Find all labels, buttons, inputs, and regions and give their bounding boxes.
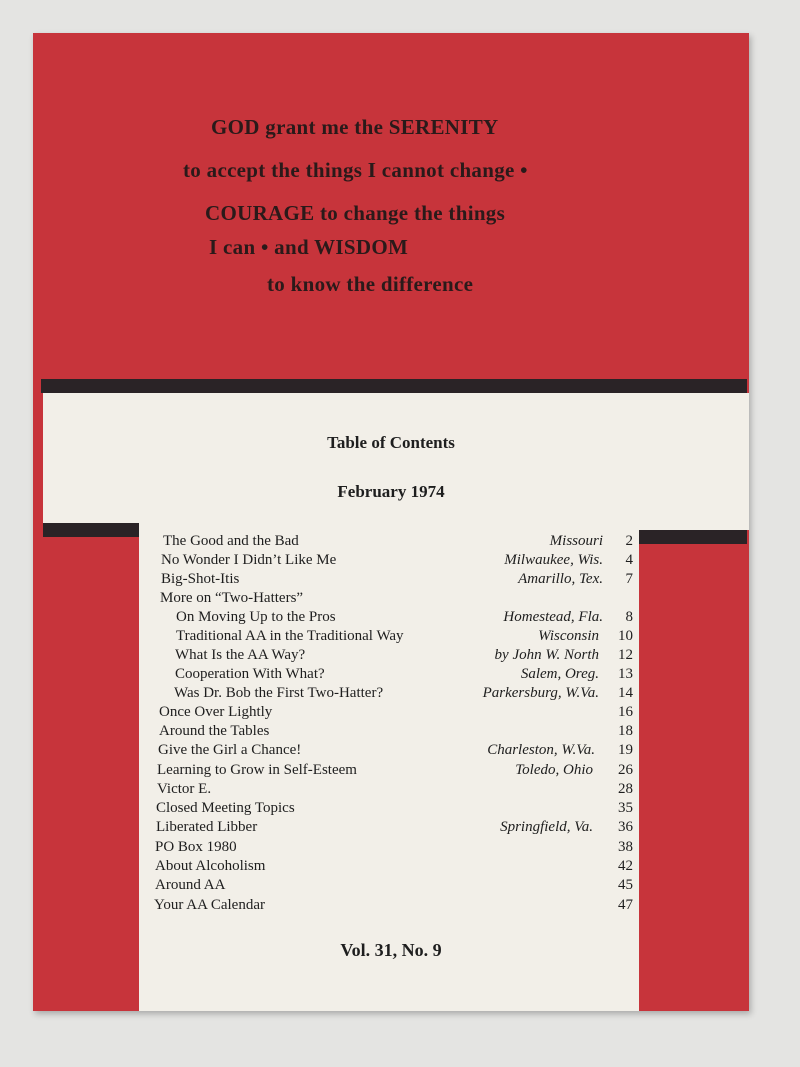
toc-entry [155, 877, 633, 897]
toc-entry-title: Learning to Grow in Self-Esteem [157, 762, 357, 778]
toc-entry-location: Wisconsin [538, 628, 599, 644]
toc-entry-page: 28 [618, 781, 633, 797]
prayer-line: to accept the things I cannot change • [183, 158, 528, 182]
toc-entry-page: 45 [618, 877, 633, 893]
issue-date: February 1974 [337, 482, 445, 501]
toc-entry-location: Salem, Oreg. [520, 666, 599, 682]
toc-entry-location: Parkersburg, W.Va. [482, 685, 599, 701]
toc-entry-title: Around AA [155, 877, 226, 893]
toc-entry-title: Around the Tables [159, 723, 270, 739]
right-red-block [639, 530, 749, 1011]
divider-band [41, 379, 747, 393]
toc-entry-title: More on “Two-Hatters” [160, 590, 304, 606]
toc-entry-title: PO Box 1980 [155, 839, 237, 855]
toc-entry-location: Homestead, Fla. [503, 609, 603, 625]
toc-entry [161, 571, 633, 591]
toc-entry-title: Big-Shot-Itis [161, 571, 240, 587]
toc-entry-title: Traditional AA in the Traditional Way [176, 628, 404, 644]
prayer-line: COURAGE to change the things [205, 201, 506, 225]
toc-entry [159, 723, 633, 743]
toc-entry-title: Closed Meeting Topics [156, 800, 295, 816]
left-red-block [33, 523, 139, 1011]
toc-heading: Table of Contents [327, 433, 455, 452]
toc-entry-page: 38 [618, 839, 633, 855]
toc-entry-location: Charleston, W.Va. [487, 742, 595, 758]
booklet-back-cover [33, 33, 749, 1011]
toc-entry-page: 8 [625, 609, 633, 625]
toc-entry-page: 35 [618, 800, 633, 816]
toc-entry-title: Liberated Libber [156, 819, 258, 835]
divider-band [639, 530, 747, 544]
toc-entry [174, 685, 633, 705]
toc-entry-page: 7 [625, 571, 633, 587]
toc-entry-location: Toledo, Ohio [515, 762, 593, 778]
toc-entry [155, 839, 633, 859]
toc-entry [157, 781, 633, 801]
toc-entry [163, 533, 633, 553]
toc-entry [156, 800, 633, 820]
toc-entry [176, 609, 633, 629]
toc-entry [155, 858, 633, 878]
toc-entry [156, 819, 633, 839]
toc-entry-location: Milwaukee, Wis. [504, 552, 603, 568]
toc-entry-page: 18 [618, 723, 633, 739]
toc-entry [154, 897, 633, 917]
toc-entry-title: Was Dr. Bob the First Two-Hatter? [174, 685, 384, 701]
prayer-line: to know the difference [267, 272, 474, 296]
toc-entry-title: On Moving Up to the Pros [176, 609, 336, 625]
toc-entry-title: Once Over Lightly [159, 704, 273, 720]
toc-entry-location: Springfield, Va. [500, 819, 593, 835]
toc-entry-title: Your AA Calendar [154, 897, 265, 913]
toc-entry-location: Missouri [549, 533, 603, 549]
toc-entry-page: 36 [618, 819, 633, 835]
toc-entry-page: 42 [618, 858, 633, 874]
toc-entry-page: 4 [625, 552, 633, 568]
toc-entry-page: 2 [625, 533, 633, 549]
toc-entry-title: About Alcoholism [155, 858, 266, 874]
toc-entry-title: What Is the AA Way? [175, 647, 306, 663]
toc-entry [175, 666, 633, 686]
toc-entry-page: 47 [618, 897, 633, 913]
prayer-line: GOD grant me the SERENITY [211, 115, 499, 139]
toc-entry [159, 704, 633, 724]
toc-entry-title: The Good and the Bad [163, 533, 299, 549]
toc-entry-page: 19 [618, 742, 633, 758]
toc-entry-page: 13 [618, 666, 633, 682]
toc-entry [161, 552, 633, 572]
toc-entry-page: 26 [618, 762, 633, 778]
toc-entry-page: 10 [618, 628, 633, 644]
divider-band [43, 523, 139, 537]
toc-entry-location: Amarillo, Tex. [518, 571, 603, 587]
toc-entry [160, 590, 633, 610]
toc-entry-page: 12 [618, 647, 633, 663]
toc-entry-title: Victor E. [157, 781, 212, 797]
toc-entry-page: 16 [618, 704, 633, 720]
toc-entry [175, 647, 633, 667]
toc-entry-title: No Wonder I Didn’t Like Me [161, 552, 337, 568]
volume-number: Vol. 31, No. 9 [340, 940, 442, 960]
toc-entry-title: Cooperation With What? [175, 666, 325, 682]
toc-entry-title: Give the Girl a Chance! [158, 742, 302, 758]
toc-entry [176, 628, 633, 648]
toc-entry [158, 742, 633, 762]
toc-entry [157, 762, 633, 782]
toc-entry-location: by John W. North [494, 647, 599, 663]
toc-entry-page: 14 [618, 685, 633, 701]
prayer-line: I can • and WISDOM [209, 235, 409, 259]
